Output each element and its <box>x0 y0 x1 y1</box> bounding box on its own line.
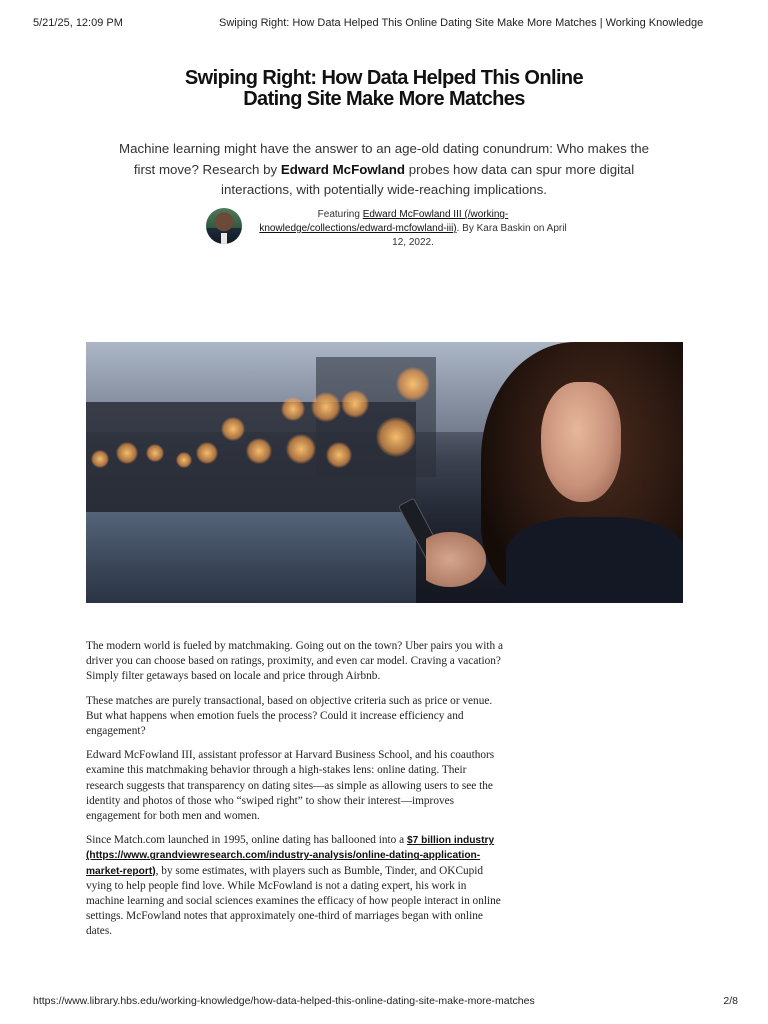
industry-report-link[interactable]: $7 billion industry (https://www.grandviewresearch.com/industry-analysis/online-dating-application-market-report) <box>86 835 495 877</box>
dek-text-after: probes how data can spur more digital interactions, with potentially wide-reaching implications. <box>221 161 635 197</box>
dek-text-before: Machine learning might have the answer to an age-old dating conundrum: Who makes the first move? Research by <box>119 141 649 177</box>
byline-suffix: . By Kara Baskin on April 12, 2022. <box>392 223 567 248</box>
paragraph: These matches are purely transactional, based on objective criteria such as price or venue. But what happens when emotion fuels the process? Could it increase efficiency and engagement? <box>86 694 493 738</box>
article-headline: Swiping Right: How Data Helped This Online Dating Site Make More Matches <box>184 67 584 110</box>
paragraph: The modern world is fueled by matchmaking. Going out on the town? Uber pairs you with a driver you can choose based on ratings, proximity, and even car model. Craving a vacation? Simply filter getaways based on locale and price through Airbnb. <box>86 640 503 683</box>
paragraph: Edward McFowland III, assistant professor at Harvard Business School, and his coauthors examine this matchmaking behavior through a high-stakes lens: online dating. Their research suggests that transparency on dating sites—as simple as allowing users to see the identity and photos of those who “swiped right” to show their interest—improves engagement for both men and women. <box>86 749 495 823</box>
paragraph-text-before: Since Match.com launched in 1995, online dating has ballooned into a <box>86 834 407 847</box>
byline <box>206 208 566 256</box>
paragraph <box>86 833 506 939</box>
print-page-title: Swiping Right: How Data Helped This Online Dating Site Make More Matches | Working Knowledge <box>219 17 704 29</box>
author-collection-link[interactable]: Edward McFowland III (/working-knowledge/collections/edward-mcfowland-iii) <box>259 209 509 234</box>
byline-prefix: Featuring <box>317 209 363 220</box>
article-dek <box>116 139 652 201</box>
print-url: https://www.library.hbs.edu/working-knowledge/how-data-helped-this-online-dating-site-make-more-matches <box>33 995 535 1007</box>
byline-text <box>254 208 572 250</box>
print-date: 5/21/25, 12:09 PM <box>33 17 123 29</box>
dek-author-name: Edward McFowland <box>280 161 406 177</box>
paragraph-text-after: , by some estimates, with players such as Bumble, Tinder, and OKCupid vying to help people find love. While McFowland is not a dating expert, his work in machine learning and social sciences examines the efficacy of how people interact in online settings. McFowland notes that approximately one-third of marriages began with online dates. <box>86 864 501 938</box>
author-avatar <box>206 208 242 244</box>
hero-image <box>86 342 683 603</box>
article-body <box>86 639 506 949</box>
print-page-number: 2/8 <box>723 995 738 1007</box>
